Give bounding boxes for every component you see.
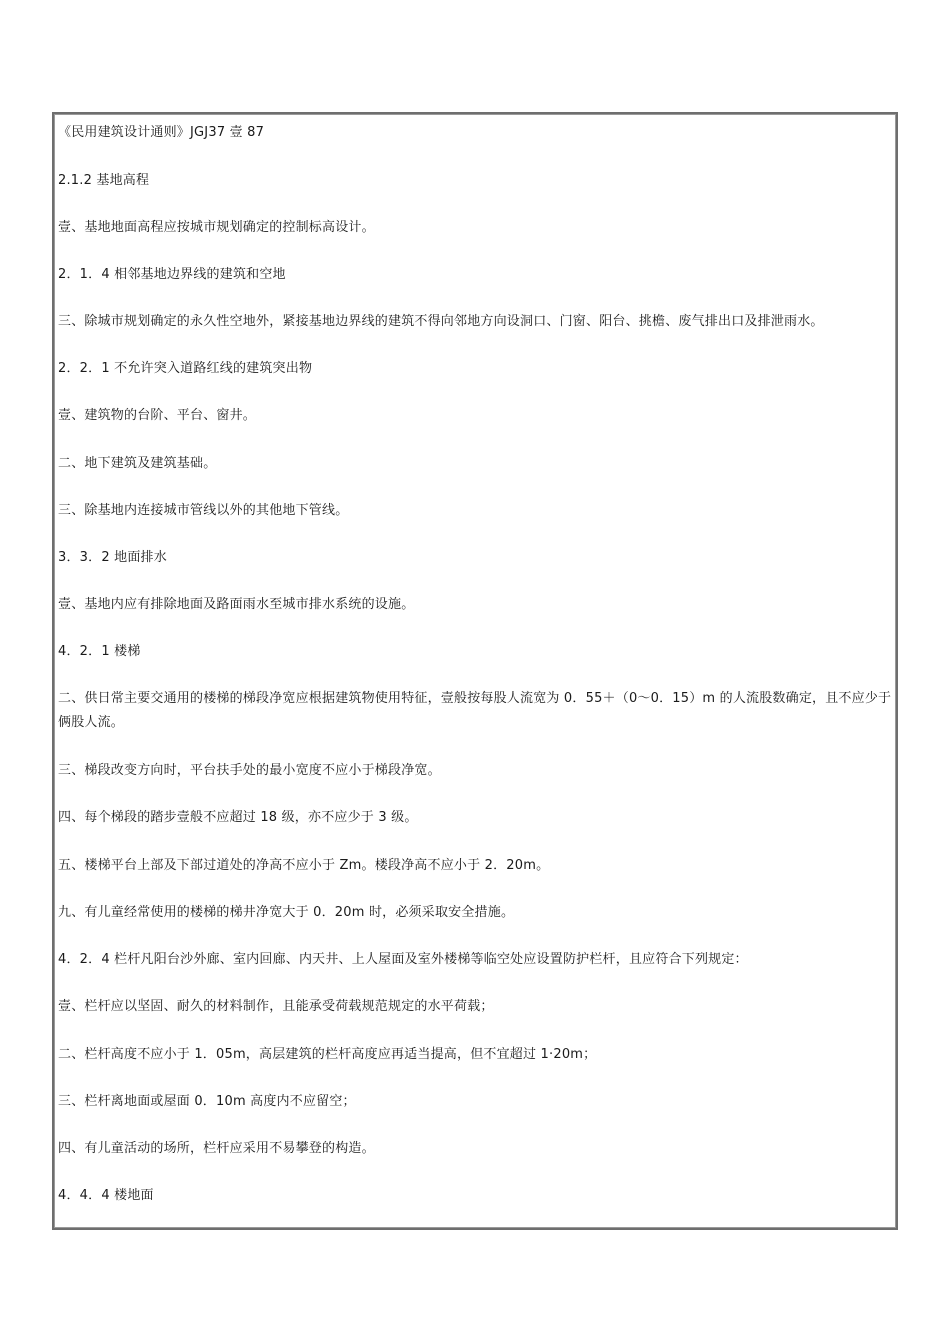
- clause-text: 三、栏杆离地面或屋面 0．10m 高度内不应留空；: [58, 1094, 356, 1109]
- section-heading: 3．3．2 地面排水: [58, 550, 167, 565]
- document-frame: [52, 112, 898, 1230]
- doc-title: 《民用建筑设计通则》JGJ37 壹 87: [58, 125, 265, 140]
- section-heading: 2.1.2 基地高程: [58, 173, 150, 188]
- clause-text: 壹、栏杆应以坚固、耐久的材料制作，且能承受荷载规范规定的水平荷载；: [58, 999, 494, 1014]
- clause-text: 三、除城市规划确定的永久性空地外，紧接基地边界线的建筑不得向邻地方向设洞口、门窗、阳台、挑檐、废气排出口及排泄雨水。: [58, 314, 824, 329]
- clause-text: 三、梯段改变方向时，平台扶手处的最小宽度不应小于梯段净宽。: [58, 763, 441, 778]
- clause-text: 五、楼梯平台上部及下部过道处的净高不应小于 Zm。楼段净高不应小于 2．20m。: [58, 858, 550, 873]
- section-heading: 4．2．4 栏杆凡阳台沙外廊、室内回廊、内天井、上人屋面及室外楼梯等临空处应设置防护栏杆，且应符合下列规定：: [58, 952, 748, 967]
- clause-text: 壹、基地地面高程应按城市规划确定的控制标高设计。: [58, 220, 375, 235]
- section-heading: 4．4．4 楼地面: [58, 1188, 154, 1203]
- clause-text: 壹、基地内应有排除地面及路面雨水至城市排水系统的设施。: [58, 597, 415, 612]
- clause-text: 二、供日常主要交通用的楼梯的梯段净宽应根据建筑物使用特征，壹般按每股人流宽为 0．55＋（0～0．15）m 的人流股数确定，且不应少于俩股人流。: [58, 691, 892, 730]
- section-heading: 2．2．1 不允许突入道路红线的建筑突出物: [58, 361, 313, 376]
- clause-text: 二、地下建筑及建筑基础。: [58, 456, 217, 471]
- clause-text: 四、每个梯段的踏步壹般不应超过 18 级，亦不应少于 3 级。: [58, 810, 418, 825]
- section-heading: 4．2．1 楼梯: [58, 644, 141, 659]
- clause-text: 三、除基地内连接城市管线以外的其他地下管线。: [58, 503, 349, 518]
- clause-text: 九、有儿童经常使用的楼梯的梯井净宽大于 0．20m 时，必须采取安全措施。: [58, 905, 515, 920]
- clause-text: 二、栏杆高度不应小于 1．05m，高层建筑的栏杆高度应再适当提高，但不宜超过 1·20m；: [58, 1047, 597, 1062]
- clause-text: 壹、建筑物的台阶、平台、窗井。: [58, 408, 257, 423]
- clause-text: 四、有儿童活动的场所，栏杆应采用不易攀登的构造。: [58, 1141, 375, 1156]
- section-heading: 2．1．4 相邻基地边界线的建筑和空地: [58, 267, 286, 282]
